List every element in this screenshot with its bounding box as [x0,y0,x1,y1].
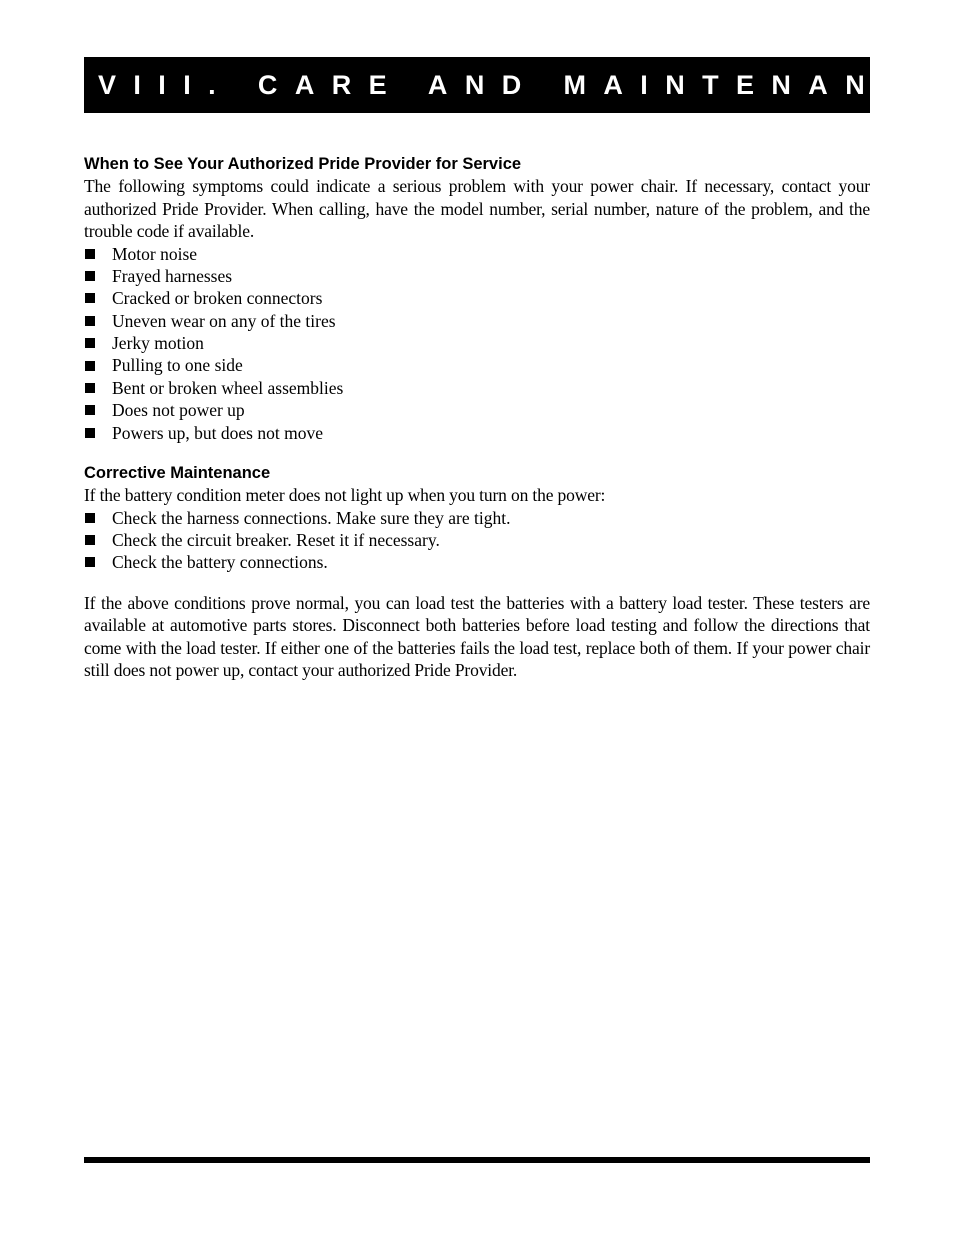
corrective-intro: If the battery condition meter does not light up when you turn on the power: [84,485,606,506]
square-bullet-icon [85,293,95,303]
list-item: Powers up, but does not move [84,422,870,444]
load-test-paragraph: If the above conditions prove normal, you can load test the batteries with a battery load tester. These testers are available at automotive parts stores. Disconnect both batteries before load testing and follow the directions that come with the load tester. If either one of the batteries fails the load test, replace both of them. If your power chair still does not power up, contact your authorized Pride Provider. [84,592,870,681]
list-item: Cracked or broken connectors [84,287,870,309]
list-item: Does not power up [84,399,870,421]
symptom-list [84,243,870,445]
service-intro: The following symptoms could indicate a serious problem with your power chair. If necessary, contact your authorized Pride Provider. When calling, have the model number, serial number, nature of the problem, and the trouble code if available. [84,176,870,241]
square-bullet-icon [85,405,95,415]
service-section [84,153,870,444]
square-bullet-icon [85,271,95,281]
service-heading: When to See Your Authorized Pride Provider for Service [84,155,522,173]
square-bullet-icon [85,383,95,393]
square-bullet-icon [85,513,95,523]
square-bullet-icon [85,428,95,438]
check-list [84,507,870,574]
square-bullet-icon [85,535,95,545]
list-item: Motor noise [84,243,870,265]
square-bullet-icon [85,557,95,567]
square-bullet-icon [85,361,95,371]
list-item: Jerky motion [84,332,870,354]
list-item: Pulling to one side [84,354,870,376]
list-item: Check the circuit breaker. Reset it if necessary. [84,529,870,551]
list-item: Bent or broken wheel assemblies [84,377,870,399]
square-bullet-icon [85,338,95,348]
list-item: Check the battery connections. [84,551,870,573]
corrective-section [84,462,870,682]
list-item: Frayed harnesses [84,265,870,287]
square-bullet-icon [85,249,95,259]
list-item: Uneven wear on any of the tires [84,310,870,332]
manual-page [84,57,954,682]
footer-rule [84,1157,870,1163]
corrective-heading: Corrective Maintenance [84,464,271,483]
list-item: Check the harness connections. Make sure they are tight. [84,507,870,529]
square-bullet-icon [85,316,95,326]
chapter-banner [84,57,954,113]
chapter-title: VIII. CARE AND MAINTENANCE [98,69,954,100]
